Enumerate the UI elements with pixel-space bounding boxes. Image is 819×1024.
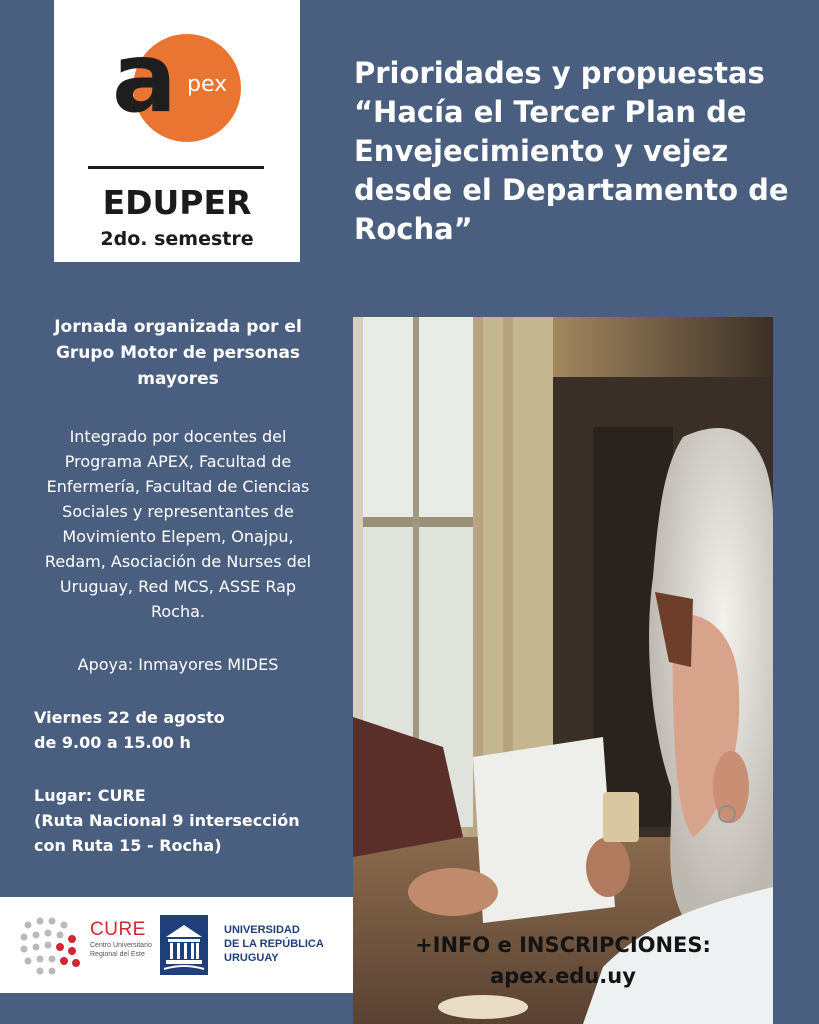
members-line: Redam, Asociación de Nurses del (44, 552, 312, 571)
event-place (34, 783, 334, 858)
members-paragraph (22, 424, 334, 624)
event-date (34, 705, 334, 755)
apex-logo-card (54, 0, 300, 262)
headline-line: Envejecimiento y vejez (354, 134, 729, 168)
headline-line: desde el Departamento de (354, 173, 789, 207)
cure-logo-title: CURE (90, 919, 146, 940)
event-headline (354, 54, 804, 249)
organizers-line: Jornada organizada por el (54, 317, 302, 337)
cta-heading: +INFO e INSCRIPCIONES: (415, 933, 711, 957)
cure-sub-line: Centro Universitario (90, 942, 152, 949)
udelar-line: UNIVERSIDAD (224, 924, 300, 936)
cure-sub-line: Regional del Este (90, 951, 145, 958)
time-line: de 9.00 a 15.00 h (34, 733, 191, 752)
semester-label: 2do. semestre (100, 228, 254, 250)
members-line: Uruguay, Red MCS, ASSE Rap (59, 577, 297, 596)
udelar-crest-icon (160, 915, 208, 975)
organizers-heading (22, 314, 334, 392)
cure-logo-subtitle (90, 941, 160, 959)
apex-logo-text: pex (187, 72, 228, 97)
organizers-line: mayores (137, 369, 219, 389)
logo-divider (88, 166, 264, 169)
info-cta (353, 930, 773, 992)
organizers-line: Grupo Motor de personas (55, 343, 301, 363)
members-line: Sociales y representantes de (62, 502, 294, 521)
place-line: con Ruta 15 - Rocha) (34, 836, 222, 855)
support-text: Apoya: Inmayores MIDES (77, 655, 279, 674)
udelar-logo-text (224, 923, 324, 965)
place-line: Lugar: CURE (34, 786, 146, 805)
members-line: Rocha. (150, 602, 205, 621)
udelar-line: URUGUAY (224, 952, 279, 964)
apex-logo-letter: a (112, 22, 175, 134)
members-line: Integrado por docentes del (69, 427, 287, 446)
program-title: EDUPER (102, 183, 252, 222)
cta-website: apex.edu.uy (490, 964, 636, 988)
members-line: Enfermería, Facultad de Ciencias (46, 477, 310, 496)
date-line: Viernes 22 de agosto (34, 708, 225, 727)
elderly-woman-photo (353, 317, 773, 1024)
partner-logos-bar (0, 897, 353, 993)
cure-logo-icon (20, 915, 82, 975)
headline-line: Rocha” (354, 212, 473, 246)
members-line: Movimiento Elepem, Onajpu, (62, 527, 294, 546)
headline-line: “Hacía el Tercer Plan de (354, 95, 747, 129)
udelar-line: DE LA REPÚBLICA (224, 938, 324, 950)
members-line: Programa APEX, Facultad de (64, 452, 292, 471)
headline-line: Prioridades y propuestas (354, 56, 765, 90)
place-line: (Ruta Nacional 9 intersección (34, 811, 300, 830)
